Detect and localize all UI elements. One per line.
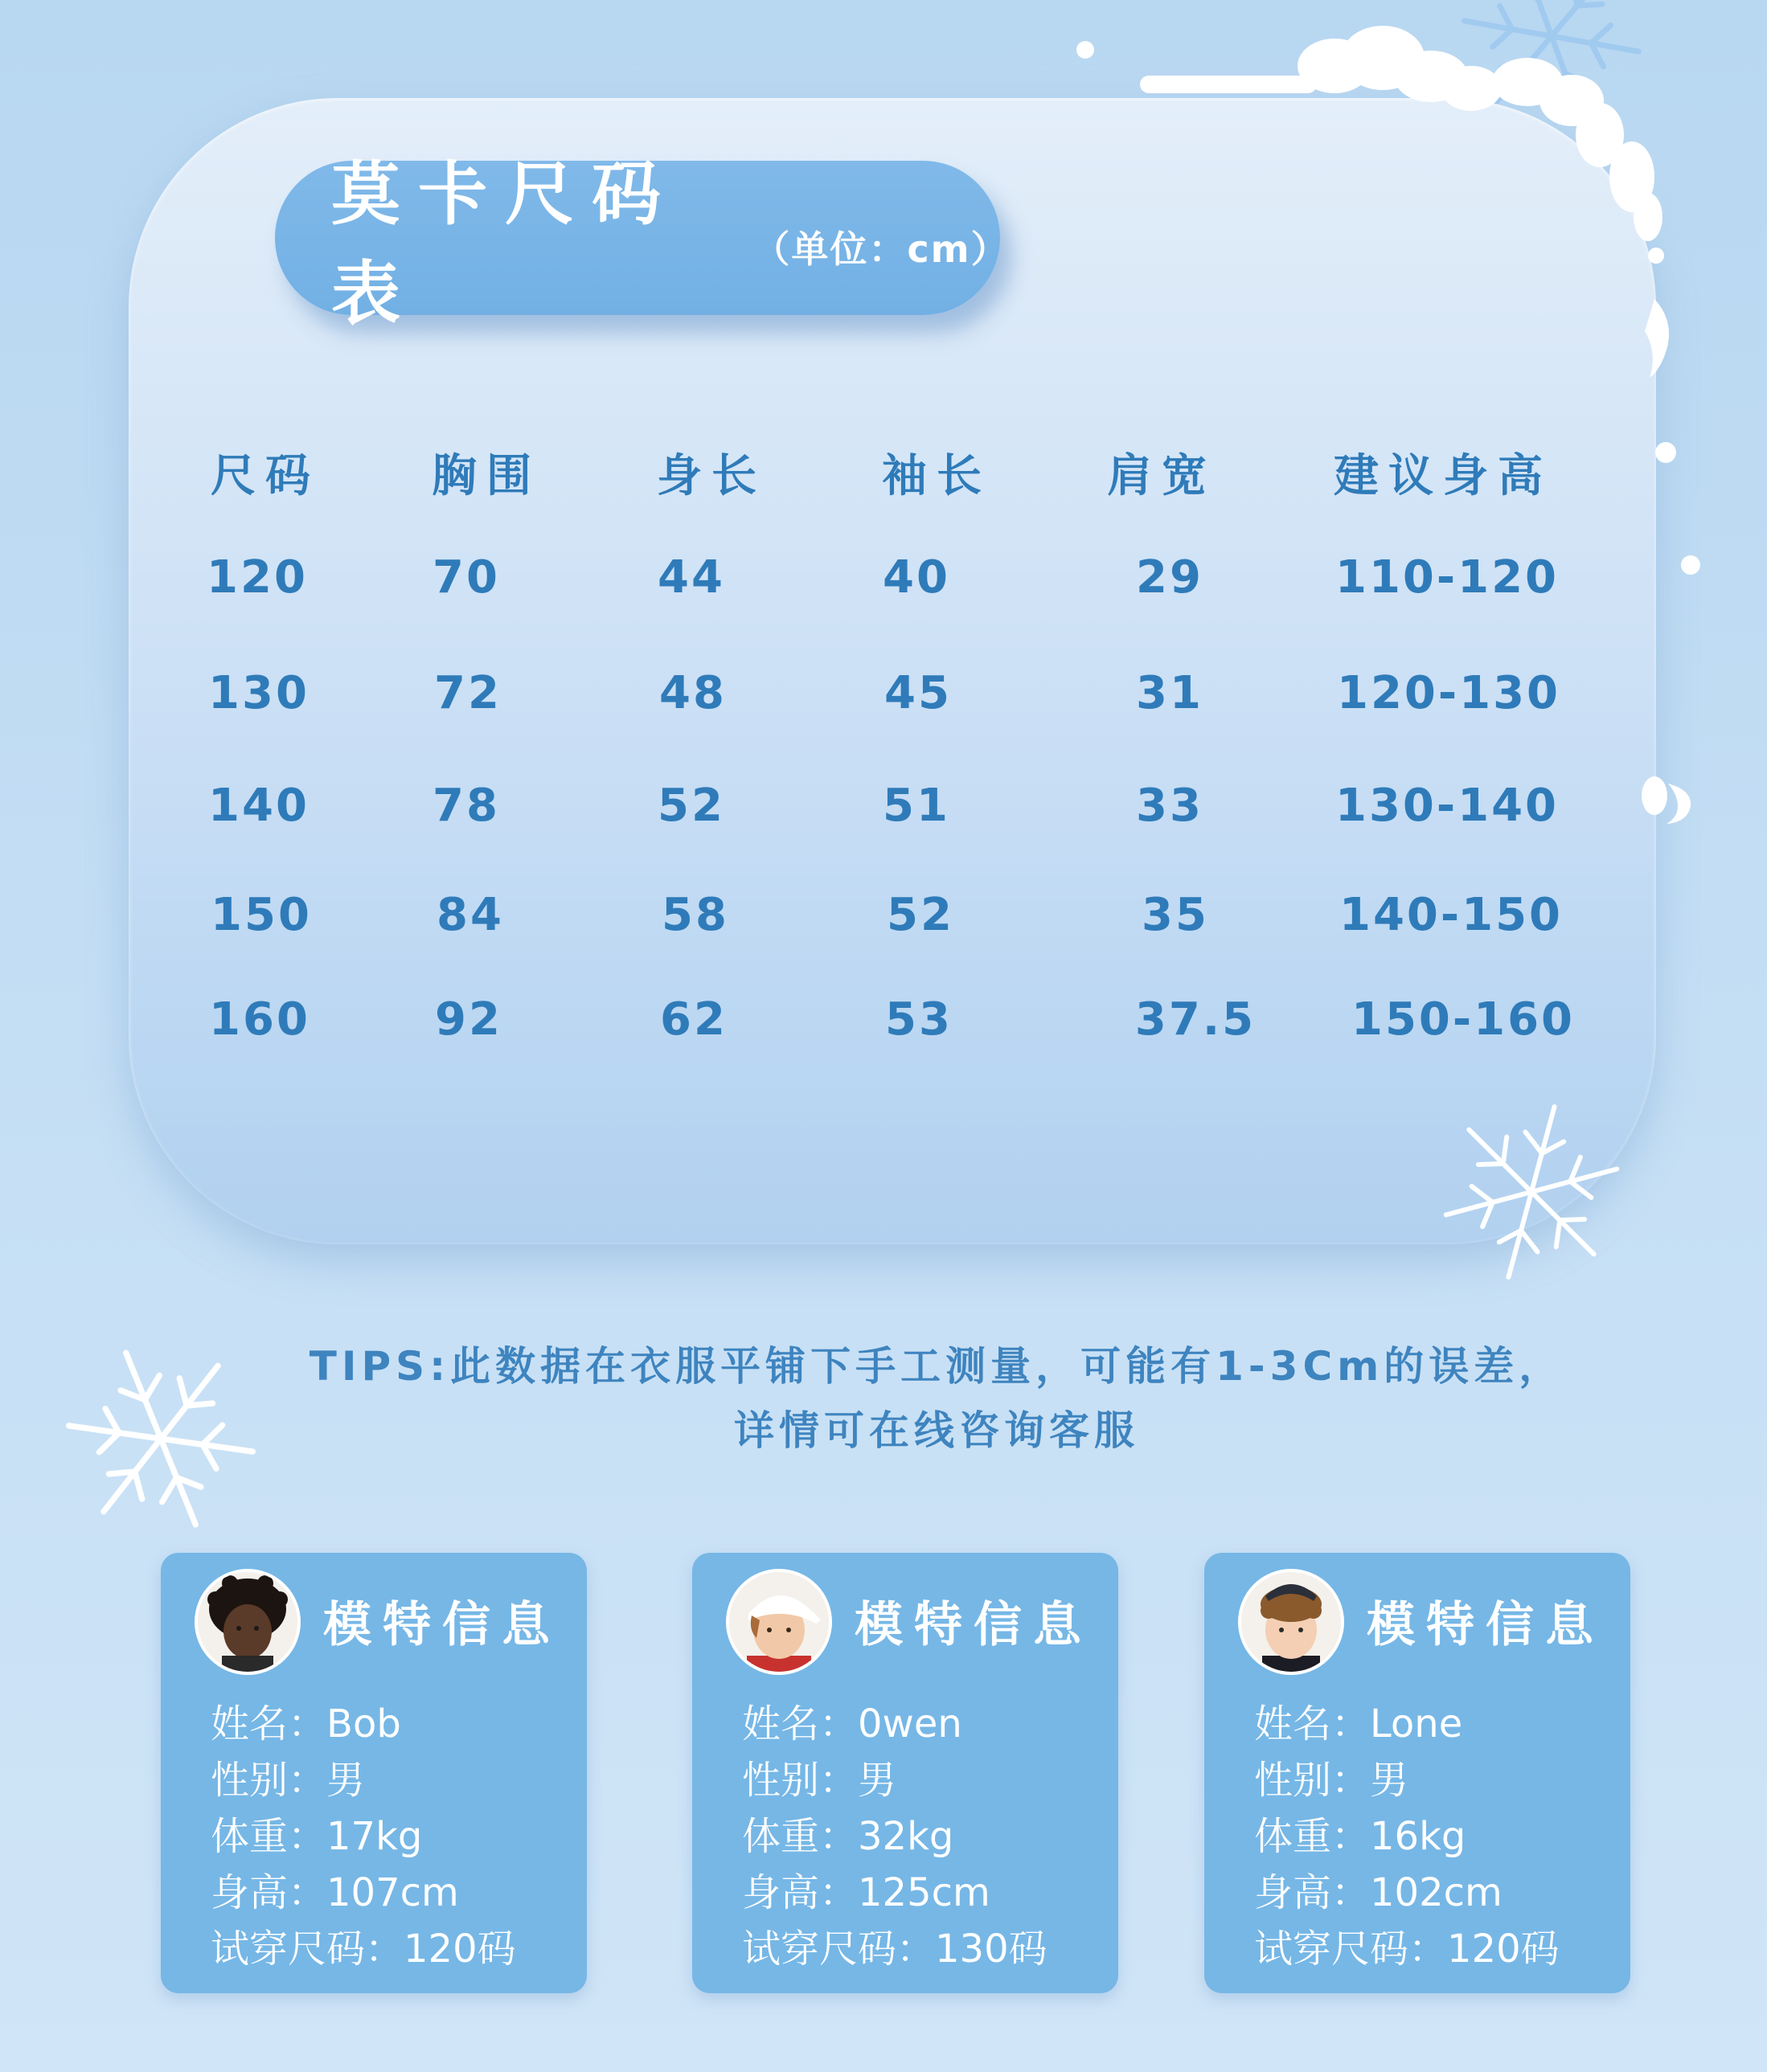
info-label: 性别： — [211, 1758, 327, 1803]
page-title: 莫卡尺码表 — [331, 154, 679, 334]
child-avatar-icon — [726, 1569, 832, 1675]
table-cell: 70 — [433, 551, 500, 604]
table-cell: 140 — [208, 780, 310, 832]
child-avatar-icon — [195, 1569, 301, 1675]
child-avatar-icon — [1238, 1569, 1344, 1675]
info-label: 体重： — [211, 1814, 327, 1859]
table-cell: 120 — [207, 551, 308, 604]
info-value: 男 — [1370, 1758, 1409, 1803]
weight-row — [211, 1808, 516, 1865]
measurement-tips — [225, 1334, 1648, 1463]
model-info-card — [161, 1553, 587, 1993]
info-label: 姓名： — [211, 1701, 327, 1746]
table-cell: 140-150 — [1339, 889, 1564, 941]
table-cell: 110-120 — [1334, 551, 1560, 604]
name-row — [1254, 1696, 1560, 1752]
info-value: 125cm — [858, 1870, 990, 1915]
table-cell: 150-160 — [1351, 993, 1576, 1046]
table-cell: 78 — [433, 780, 500, 832]
info-label: 姓名： — [1254, 1701, 1371, 1746]
info-value: Lone — [1370, 1701, 1463, 1746]
info-label: 试穿尺码： — [211, 1927, 404, 1972]
weight-row — [1254, 1808, 1560, 1865]
gender-row — [211, 1752, 516, 1808]
table-cell: 130-140 — [1334, 780, 1560, 832]
info-label: 试穿尺码： — [742, 1927, 936, 1972]
trial-size-row — [742, 1921, 1047, 1977]
info-value: 130码 — [935, 1927, 1047, 1972]
model-details — [211, 1696, 516, 1977]
table-cell: 40 — [883, 551, 950, 604]
model-details — [1254, 1696, 1560, 1977]
header-size: 尺码 — [211, 450, 320, 502]
header-recommended-height: 建议身高 — [1334, 450, 1552, 502]
table-cell: 150 — [211, 889, 312, 941]
model-details — [742, 1696, 1047, 1977]
model-info-card — [1204, 1553, 1630, 1993]
header-length: 身长 — [657, 450, 766, 502]
table-cell: 58 — [662, 889, 729, 941]
tips-line: 详情可在线咨询客服 — [734, 1407, 1139, 1454]
height-row — [742, 1865, 1047, 1921]
gender-row — [1254, 1752, 1560, 1808]
table-cell: 84 — [437, 889, 504, 941]
info-label: 身高： — [1254, 1870, 1371, 1915]
gender-row — [742, 1752, 1047, 1808]
name-row — [211, 1696, 516, 1752]
table-cell: 33 — [1136, 780, 1203, 832]
table-cell: 160 — [209, 993, 310, 1046]
table-cell: 62 — [660, 993, 728, 1046]
trial-size-row — [1254, 1921, 1560, 1977]
info-label: 姓名： — [742, 1701, 859, 1746]
table-cell: 51 — [883, 780, 950, 832]
table-cell: 48 — [659, 667, 727, 719]
info-value: 16kg — [1370, 1814, 1466, 1859]
table-cell: 44 — [658, 551, 725, 604]
info-value: 32kg — [858, 1814, 954, 1859]
info-value: 120码 — [404, 1927, 516, 1972]
table-cell: 72 — [434, 667, 502, 719]
tips-line: TIPS:此数据在衣服平铺下手工测量，可能有1-3Cm的误差， — [309, 1343, 1564, 1390]
weight-row — [742, 1808, 1047, 1865]
model-heading: 模特信息 — [323, 1597, 561, 1653]
info-label: 身高： — [211, 1870, 327, 1915]
table-cell: 52 — [887, 889, 954, 941]
table-cell: 120-130 — [1336, 667, 1561, 719]
info-label: 体重： — [1254, 1814, 1371, 1859]
header-sleeve: 袖长 — [882, 450, 991, 502]
info-value: 男 — [326, 1758, 366, 1803]
table-cell: 35 — [1142, 889, 1209, 941]
name-row — [742, 1696, 1047, 1752]
header-shoulder: 肩宽 — [1107, 450, 1216, 502]
unit-label: （单位：cm） — [752, 227, 1010, 271]
info-label: 性别： — [1254, 1758, 1371, 1803]
header-chest: 胸围 — [432, 450, 541, 502]
table-cell: 29 — [1136, 551, 1203, 604]
table-cell: 52 — [658, 780, 725, 832]
table-cell: 45 — [884, 667, 952, 719]
table-cell: 130 — [208, 667, 310, 719]
info-value: 107cm — [326, 1870, 459, 1915]
info-label: 身高： — [742, 1870, 859, 1915]
model-heading: 模特信息 — [855, 1597, 1093, 1653]
info-value: 102cm — [1370, 1870, 1503, 1915]
info-value: 0wen — [858, 1701, 962, 1746]
table-cell: 37.5 — [1134, 993, 1257, 1046]
height-row — [1254, 1865, 1560, 1921]
info-value: 17kg — [326, 1814, 423, 1859]
info-label: 性别： — [742, 1758, 859, 1803]
model-heading: 模特信息 — [1367, 1597, 1605, 1653]
info-value: 120码 — [1447, 1927, 1560, 1972]
trial-size-row — [211, 1921, 516, 1977]
info-label: 试穿尺码： — [1254, 1927, 1448, 1972]
model-info-card — [692, 1553, 1118, 1993]
table-cell: 92 — [435, 993, 502, 1046]
info-label: 体重： — [742, 1814, 859, 1859]
height-row — [211, 1865, 516, 1921]
info-value: 男 — [858, 1758, 897, 1803]
table-cell: 53 — [885, 993, 953, 1046]
table-cell: 31 — [1136, 667, 1203, 719]
info-value: Bob — [326, 1701, 401, 1746]
